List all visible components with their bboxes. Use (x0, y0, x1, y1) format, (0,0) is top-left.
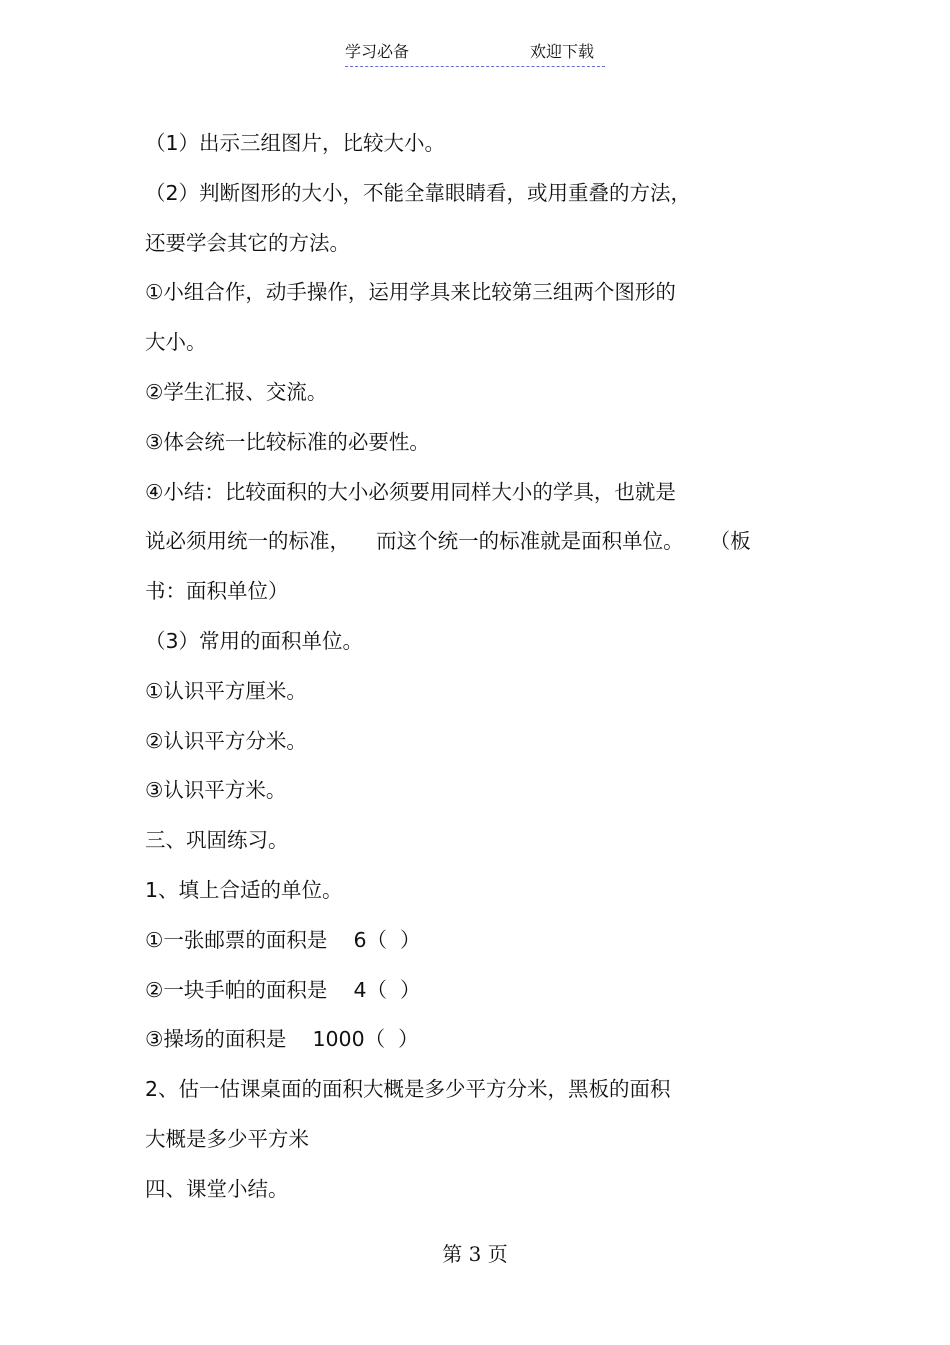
text-line: 三、巩固练习。 (145, 828, 289, 853)
text-line: 说必须用统一的标准， 而这个统一的标准就是面积单位。 （板 (145, 529, 751, 554)
text-line: 四、课堂小结。 (145, 1176, 289, 1201)
header-right-text: 欢迎下载 (530, 42, 595, 61)
text-line: 大概是多少平方米 (145, 1126, 309, 1151)
text-line: ②认识平方分米。 (145, 728, 307, 753)
page-number: 第 3 页 (442, 1242, 508, 1266)
text-line: 2、估一估课桌面的面积大概是多少平方分米，黑板的面积 (145, 1077, 671, 1102)
text-line: 大小。 (145, 330, 207, 355)
text-line: ③体会统一比较标准的必要性。 (145, 429, 430, 454)
page-header (345, 40, 605, 67)
text-line: 1、填上合适的单位。 (145, 877, 343, 902)
text-line: ①认识平方厘米。 (145, 678, 307, 703)
header-left-text: 学习必备 (345, 42, 410, 61)
text-line: ②学生汇报、交流。 (145, 379, 328, 404)
text-line: 书：面积单位） (145, 579, 289, 604)
document-body (145, 119, 845, 1215)
text-line: ①一张邮票的面积是 6（ ） (145, 927, 421, 952)
text-line: ④小结：比较面积的大小必须要用同样大小的学具，也就是 (145, 479, 676, 504)
text-line: ③认识平方米。 (145, 778, 287, 803)
text-line: （1）出示三组图片，比较大小。 (145, 131, 446, 155)
text-line: ①小组合作，动手操作，运用学具来比较第三组两个图形的 (145, 280, 676, 305)
text-line: ③操场的面积是 1000（ ） (145, 1027, 419, 1052)
text-line: （2）判断图形的大小，不能全靠眼睛看，或用重叠的方法， (145, 180, 692, 205)
text-line: 还要学会其它的方法。 (145, 230, 350, 255)
text-line: （3）常用的面积单位。 (145, 628, 364, 653)
text-line: ②一块手帕的面积是 4（ ） (145, 977, 421, 1002)
